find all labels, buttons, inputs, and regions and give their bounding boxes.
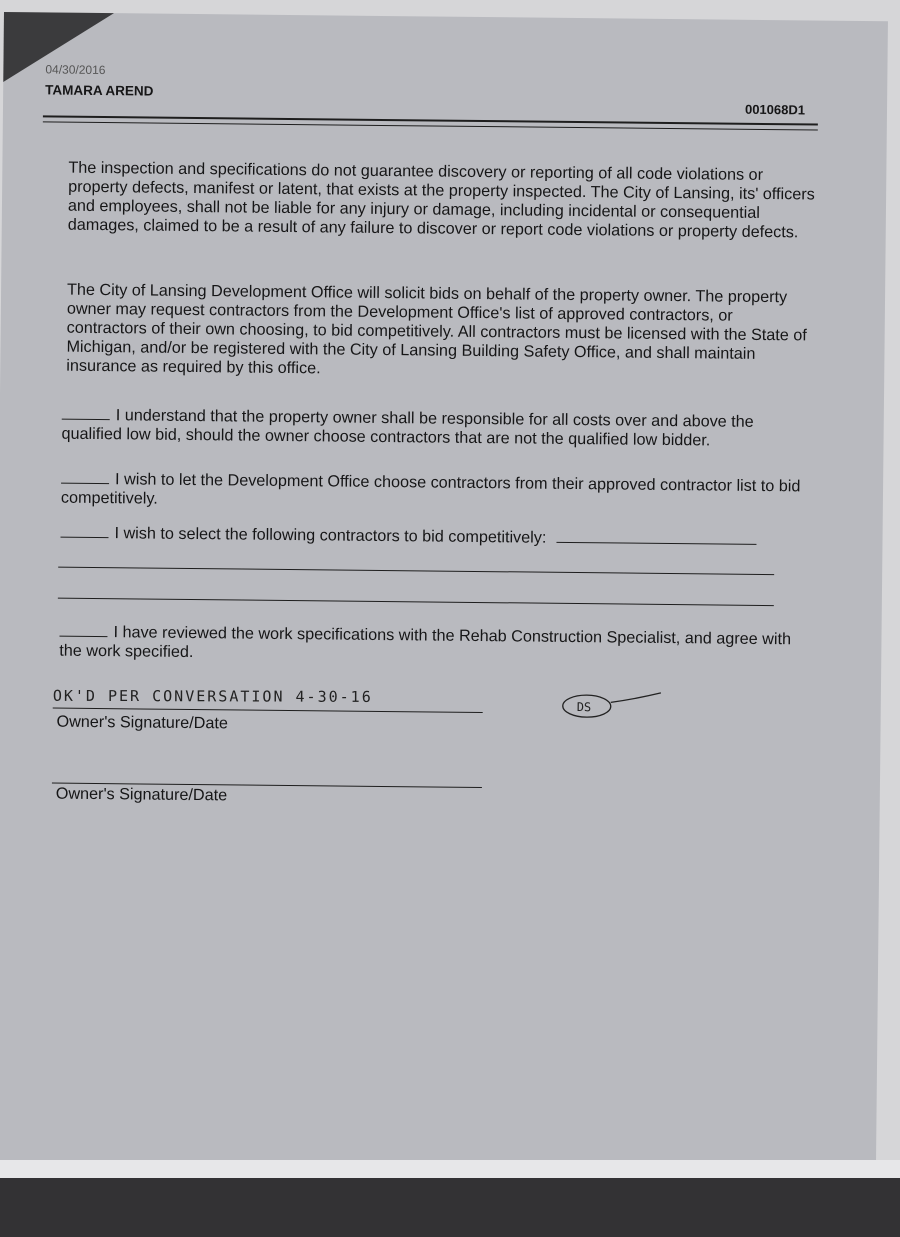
initials-mark	[557, 686, 677, 727]
handwritten-note: OK'D PER CONVERSATION 4-30-16	[52, 686, 373, 706]
contractor-line[interactable]	[58, 567, 774, 575]
initial-blank[interactable]	[61, 483, 109, 485]
document-sheet	[0, 12, 888, 1176]
option-select-contractors	[60, 524, 812, 551]
initial-blank[interactable]	[60, 537, 108, 539]
contractor-line[interactable]	[58, 598, 774, 606]
option-low-bid	[61, 406, 813, 452]
initial-blank[interactable]	[62, 419, 110, 421]
option-text: I understand that the property owner shall be responsible for all costs over and above the qualified low bid, should the owner choose contractors that are not the qualified low bidder.	[61, 406, 754, 450]
signature-label-1: Owner's Signature/Date	[56, 712, 229, 733]
option-reviewed-specs	[59, 623, 811, 669]
header-rule	[43, 115, 818, 125]
contractor-blank[interactable]	[556, 542, 756, 545]
option-text: I have reviewed the work specifications with the Rehab Construction Specialist, and agree with the work specified.	[59, 623, 792, 662]
initial-blank[interactable]	[59, 636, 107, 638]
bidding-paragraph: The City of Lansing Development Office will solicit bids on behalf of the property owner. The property owner may request contractors from the Development Office's list of approved contractors, or contractors of their own choosing, to bid competitively. All contractors must be licensed with the State of Michigan, and/or be registered with the City of Lansing Building Safety Office, and shall maintain insurance as required by this office.	[66, 280, 807, 378]
folded-corner	[3, 12, 114, 83]
header-name: TAMARA AREND	[45, 82, 154, 99]
header-date: 04/30/2016	[45, 62, 106, 78]
signature-label-2: Owner's Signature/Date	[55, 784, 228, 805]
initials-text: DS	[576, 700, 592, 715]
underlying-pages	[0, 1160, 900, 1178]
option-development-office	[61, 470, 813, 516]
document-id: 001068D1	[744, 101, 806, 118]
signature-line-1[interactable]	[53, 708, 483, 714]
scanner-background	[0, 1178, 900, 1237]
option-text: I wish to let the Development Office choose contractors from their approved contractor list to bid competitively.	[60, 470, 801, 508]
disclaimer-paragraph: The inspection and specifications do not guarantee discovery or reporting of all code violations or property defects, manifest or latent, that exists at the property inspected. The City of Lansing, its' officers and employees, shall not be liable for any injury or damage, including incidental or consequential damages, claimed to be a result of any failure to discover or report code violations or property defects.	[67, 158, 815, 242]
option-text: I wish to select the following contractors to bid competitively:	[114, 524, 547, 547]
